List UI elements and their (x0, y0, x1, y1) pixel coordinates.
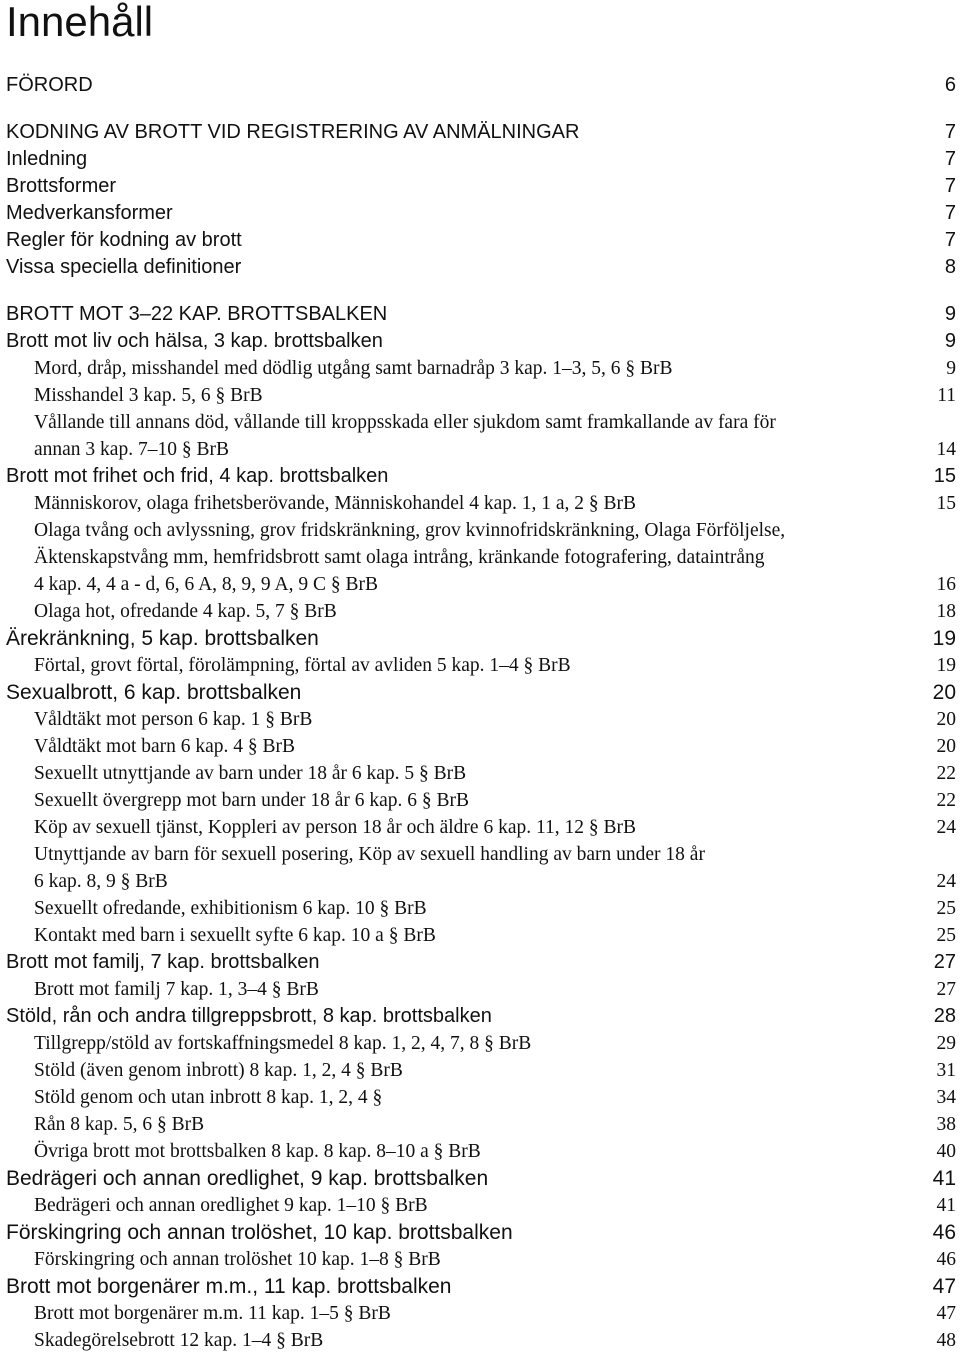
page-title: Innehåll (6, 0, 154, 45)
toc-entry-page-number: 25 (936, 898, 956, 919)
toc-entry-page-number: 19 (936, 655, 956, 676)
toc-entry-page-number: 9 (944, 303, 956, 325)
toc-entry[interactable] (0, 409, 960, 436)
toc-entry-page-number: 14 (936, 439, 956, 460)
toc-entry-page-number: 22 (936, 763, 956, 784)
toc-entry-page-number: 9 (946, 358, 956, 379)
toc-entry-title: Mord, dråp, misshandel med dödlig utgång samt barnadråp 3 kap. 1–3, 5, 6 § BrB (34, 358, 673, 379)
toc-entry-page-number: 20 (936, 709, 956, 730)
toc-entry[interactable] (0, 625, 960, 652)
toc-entry-page-number: 9 (944, 330, 956, 352)
toc-entry-page-number: 41 (936, 1195, 956, 1216)
toc-entry-title: Rån 8 kap. 5, 6 § BrB (34, 1114, 205, 1135)
toc-entry-title: KODNING AV BROTT VID REGISTRERING AV ANMÄLNINGAR (6, 121, 580, 143)
toc-entry[interactable] (0, 200, 960, 227)
toc-entry-page-number: 41 (932, 1167, 956, 1190)
toc-entry-page-number: 48 (936, 1330, 956, 1351)
toc-entry-title: Vållande till annans död, vållande till kroppsskada eller sjukdom samt framkallande av fara för (34, 412, 776, 433)
toc-entry[interactable] (0, 733, 960, 760)
toc-entry-page-number: 28 (933, 1005, 956, 1027)
toc-entry-page-number: 46 (932, 1221, 956, 1244)
toc-entry-title: annan 3 kap. 7–10 § BrB (34, 439, 229, 460)
toc-entry-title: Kontakt med barn i sexuellt syfte 6 kap. 10 a § BrB (34, 925, 436, 946)
toc-entry-title: 4 kap. 4, 4 a - d, 6, 6 A, 8, 9, 9 A, 9 C § BrB (34, 574, 378, 595)
toc-entry-page-number: 18 (936, 601, 956, 622)
toc-entry-page-number: 47 (932, 1275, 956, 1298)
toc-entry[interactable] (0, 1327, 960, 1354)
toc-entry[interactable] (0, 382, 960, 409)
toc-entry-page-number: 24 (936, 817, 956, 838)
toc-entry-title: Sexuellt utnyttjande av barn under 18 år 6 kap. 5 § BrB (34, 763, 467, 784)
toc-entry[interactable] (0, 571, 960, 598)
toc-entry-title: Människorov, olaga frihetsberövande, Människohandel 4 kap. 1, 1 a, 2 § BrB (34, 493, 637, 514)
toc-entry-title: Stöld genom och utan inbrott 8 kap. 1, 2, 4 § (34, 1087, 383, 1108)
toc-entry-page-number: 7 (944, 121, 956, 143)
toc-entry-title: Övriga brott mot brottsbalken 8 kap. 8 kap. 8–10 a § BrB (34, 1141, 481, 1162)
toc-entry-page-number: 25 (936, 925, 956, 946)
toc-entry-page-number: 24 (936, 871, 956, 892)
toc-entry[interactable] (0, 254, 960, 281)
toc-entry[interactable] (0, 72, 960, 99)
toc-entry-title: BROTT MOT 3–22 KAP. BROTTSBALKEN (6, 303, 388, 325)
toc-entry-title: Sexuellt övergrepp mot barn under 18 år 6 kap. 6 § BrB (34, 790, 470, 811)
toc-entry-page-number: 27 (936, 979, 956, 1000)
toc-entry-page-number: 34 (936, 1087, 956, 1108)
toc-entry[interactable] (0, 463, 960, 490)
toc-entry-page-number: 7 (944, 175, 956, 197)
toc-entry-title: Bedrägeri och annan oredlighet 9 kap. 1–10 § BrB (34, 1195, 428, 1216)
toc-entry[interactable] (0, 1219, 960, 1246)
toc-entry-title: Skadegörelsebrott 12 kap. 1–4 § BrB (34, 1330, 324, 1351)
toc-entry[interactable] (0, 328, 960, 355)
toc-entry[interactable] (0, 679, 960, 706)
toc-entry-page-number: 40 (936, 1141, 956, 1162)
toc-entry[interactable] (0, 490, 960, 517)
toc-entry-title: Brott mot familj, 7 kap. brottsbalken (6, 951, 320, 973)
toc-entry-title: Sexualbrott, 6 kap. brottsbalken (6, 681, 302, 704)
toc-entry[interactable] (0, 760, 960, 787)
toc-entry-page-number: 15 (936, 493, 956, 514)
toc-entry-page-number: 46 (936, 1249, 956, 1270)
toc-entry[interactable] (0, 706, 960, 733)
toc-entry-title: Misshandel 3 kap. 5, 6 § BrB (34, 385, 263, 406)
toc-entry-title: FÖRORD (6, 74, 93, 96)
toc-entry[interactable] (0, 1111, 960, 1138)
toc-entry[interactable] (0, 652, 960, 679)
toc-entry-page-number: 20 (932, 681, 956, 704)
toc-entry[interactable] (0, 1273, 960, 1300)
toc-entry[interactable] (0, 598, 960, 625)
toc-entry-page-number: 27 (933, 951, 956, 973)
toc-entry-page-number: 29 (936, 1033, 956, 1054)
toc-entry-page-number: 19 (932, 627, 956, 650)
toc-entry[interactable] (0, 949, 960, 976)
toc-entry-page-number: 11 (937, 385, 956, 406)
toc-entry-title: Brott mot frihet och frid, 4 kap. brottsbalken (6, 465, 389, 487)
toc-entry-title: Köp av sexuell tjänst, Koppleri av person 18 år och äldre 6 kap. 11, 12 § BrB (34, 817, 637, 838)
toc-entry-page-number: 22 (936, 790, 956, 811)
toc-entry-title: Ärekränkning, 5 kap. brottsbalken (6, 627, 319, 650)
toc-entry[interactable] (0, 517, 960, 544)
toc-entry[interactable] (0, 922, 960, 949)
toc-entry[interactable] (0, 841, 960, 868)
toc-entry-page-number: 6 (944, 74, 956, 96)
toc-entry-page-number: 31 (936, 1060, 956, 1081)
toc-entry[interactable] (0, 173, 960, 200)
toc-entry[interactable] (0, 976, 960, 1003)
toc-entry-title: Brott mot borgenärer m.m. 11 kap. 1–5 § BrB (34, 1303, 391, 1324)
toc-entry-page-number: 20 (936, 736, 956, 757)
toc-entry[interactable] (0, 1003, 960, 1030)
toc-entry-title: Olaga tvång och avlyssning, grov fridskränkning, grov kvinnofridskränkning, Olaga Förföljelse, (34, 520, 786, 541)
toc-entry-title: Äktenskapstvång mm, hemfridsbrott samt olaga intrång, kränkande fotografering, dataintrång (34, 547, 765, 568)
toc-entry-title: Utnyttjande av barn för sexuell posering, Köp av sexuell handling av barn under 18 år (34, 844, 705, 865)
toc-entry[interactable] (0, 1300, 960, 1327)
toc-entry-page-number: 47 (936, 1303, 956, 1324)
toc-entry-title: Olaga hot, ofredande 4 kap. 5, 7 § BrB (34, 601, 337, 622)
toc-entry-title: Brott mot familj 7 kap. 1, 3–4 § BrB (34, 979, 319, 1000)
toc-entry[interactable] (0, 1192, 960, 1219)
toc-entry[interactable] (0, 301, 960, 328)
toc-entry-title: 6 kap. 8, 9 § BrB (34, 871, 168, 892)
toc-entry[interactable] (0, 1246, 960, 1273)
toc-entry-page-number: 16 (936, 574, 956, 595)
toc-entry[interactable] (0, 1138, 960, 1165)
toc-entry[interactable] (0, 1030, 960, 1057)
toc-entry-page-number: 38 (936, 1114, 956, 1135)
toc-entry-title: Bedrägeri och annan oredlighet, 9 kap. brottsbalken (6, 1167, 489, 1190)
toc-entry[interactable] (0, 355, 960, 382)
toc-entry[interactable] (0, 119, 960, 146)
toc-entry[interactable] (0, 787, 960, 814)
toc-entry[interactable] (0, 436, 960, 463)
toc-entry[interactable] (0, 1084, 960, 1111)
toc-entry[interactable] (0, 895, 960, 922)
toc-entry-title: Våldtäkt mot person 6 kap. 1 § BrB (34, 709, 313, 730)
toc-entry[interactable] (0, 227, 960, 254)
toc-entry[interactable] (0, 1057, 960, 1084)
toc-entry-title: Inledning (6, 148, 88, 170)
toc-entry[interactable] (0, 814, 960, 841)
toc-entry[interactable] (0, 868, 960, 895)
toc-entry-title: Stöld (även genom inbrott) 8 kap. 1, 2, 4 § BrB (34, 1060, 403, 1081)
toc-entry-title: Förskingring och annan trolöshet, 10 kap. brottsbalken (6, 1221, 513, 1244)
toc-entry-title: Stöld, rån och andra tillgreppsbrott, 8 kap. brottsbalken (6, 1005, 492, 1027)
toc-entry-page-number: 7 (944, 148, 956, 170)
toc-entry-page-number: 15 (933, 465, 956, 487)
toc-entry[interactable] (0, 146, 960, 173)
toc-entry-title: Förskingring och annan trolöshet 10 kap. 1–8 § BrB (34, 1249, 441, 1270)
toc-entry-title: Brott mot borgenärer m.m., 11 kap. brottsbalken (6, 1275, 452, 1298)
toc-entry-title: Medverkansformer (6, 202, 173, 224)
toc-entry[interactable] (0, 544, 960, 571)
toc-entry-title: Tillgrepp/stöld av fortskaffningsmedel 8 kap. 1, 2, 4, 7, 8 § BrB (34, 1033, 532, 1054)
toc-entry-title: Brottsformer (6, 175, 117, 197)
toc-entry-title: Sexuellt ofredande, exhibitionism 6 kap. 10 § BrB (34, 898, 427, 919)
toc-entry-title: Brott mot liv och hälsa, 3 kap. brottsbalken (6, 330, 383, 352)
toc-entry-title: Vissa speciella definitioner (6, 256, 242, 278)
toc-entry-page-number: 7 (944, 202, 956, 224)
toc-entry-page-number: 7 (944, 229, 956, 251)
toc-entry-title: Förtal, grovt förtal, förolämpning, förtal av avliden 5 kap. 1–4 § BrB (34, 655, 571, 676)
toc-entry-page-number: 8 (944, 256, 956, 278)
toc-entry-title: Regler för kodning av brott (6, 229, 242, 251)
toc-entry[interactable] (0, 1165, 960, 1192)
toc-entry-title: Våldtäkt mot barn 6 kap. 4 § BrB (34, 736, 296, 757)
